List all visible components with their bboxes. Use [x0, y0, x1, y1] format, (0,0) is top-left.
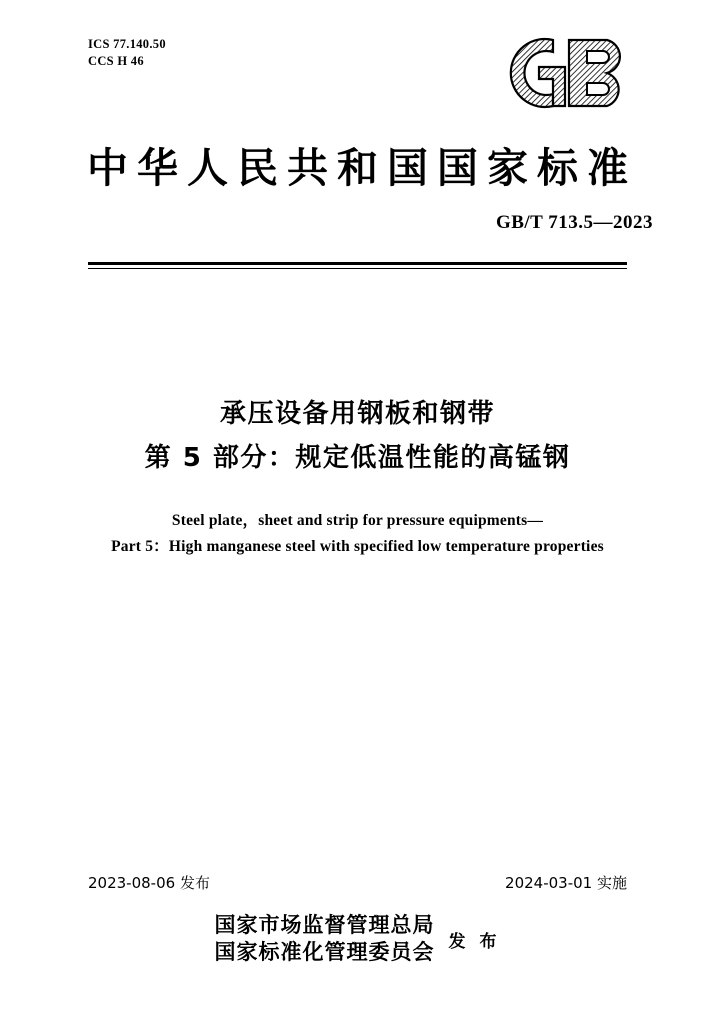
document-title-cn-line2: 第 5 部分：规定低温性能的高锰钢: [144, 443, 571, 473]
standard-number: GB/T 713.5—2023: [495, 212, 653, 233]
gb-emblem-icon: [493, 34, 643, 112]
divider-thick: [88, 262, 627, 265]
implementation-date: 2024-03-01 实施: [505, 874, 627, 892]
document-title-en-line2: Part 5：High manganese steel with specified low temperature properties: [111, 538, 604, 555]
issuer-verb: 发 布: [448, 931, 501, 952]
ics-classification-block: [88, 36, 166, 70]
ccs-code: CCS H 46: [88, 53, 144, 68]
document-title-en: [0, 508, 715, 560]
document-title-cn-line1: 承压设备用钢板和钢带: [219, 399, 495, 429]
issue-date: 2023-08-06 发布: [88, 874, 210, 892]
document-title-en-line1: Steel plate，sheet and strip for pressure equipments—: [171, 512, 544, 529]
dates-row: [88, 872, 627, 894]
ics-code: ICS 77.140.50: [88, 37, 166, 51]
document-title-cn: [0, 392, 715, 480]
national-standard-title: 中华人民共和国国家标准: [87, 144, 637, 192]
issuer-line1: 国家市场监督管理总局: [214, 913, 435, 937]
divider-thin: [88, 268, 627, 269]
issuer-line2: 国家标准化管理委员会: [214, 940, 435, 964]
issuer-names: [215, 912, 435, 966]
issuer-block: [0, 912, 715, 966]
